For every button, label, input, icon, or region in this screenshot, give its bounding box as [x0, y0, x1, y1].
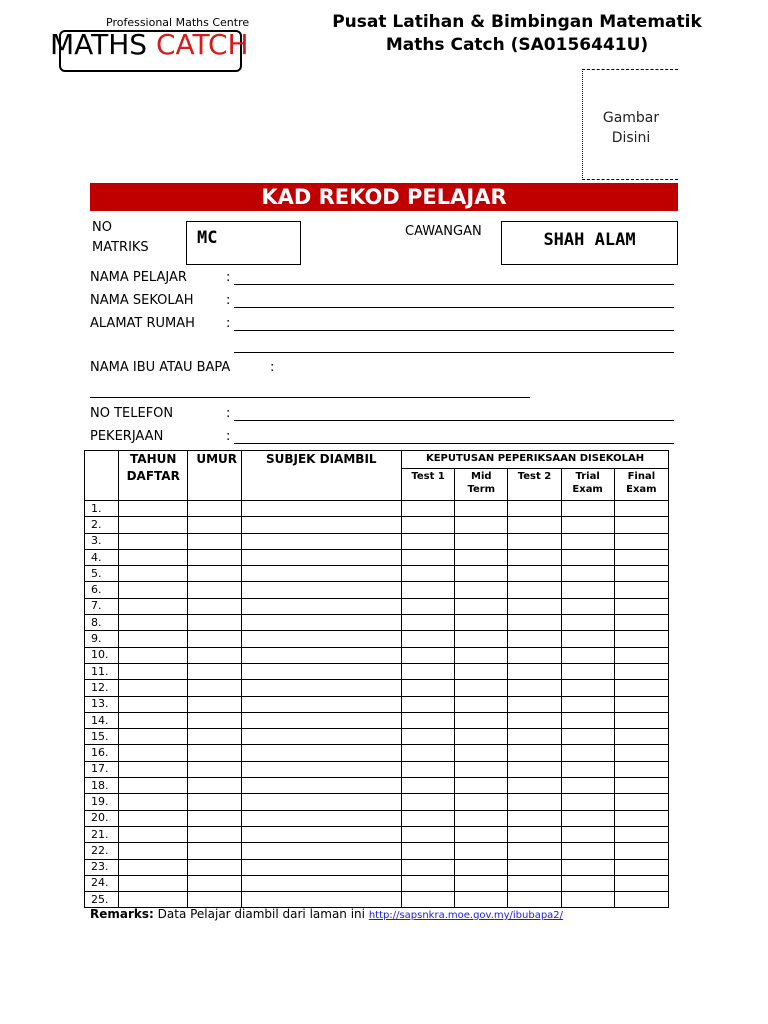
table-cell[interactable] — [119, 647, 188, 663]
table-cell[interactable] — [241, 794, 402, 810]
table-cell[interactable] — [402, 810, 455, 826]
table-row — [85, 663, 669, 679]
table-cell[interactable] — [508, 892, 561, 908]
table-cell[interactable] — [119, 843, 188, 859]
row-number: 18. — [85, 778, 119, 794]
table-cell[interactable] — [614, 875, 668, 891]
header-blank — [85, 451, 119, 501]
row-number: 3. — [85, 533, 119, 549]
table-cell[interactable] — [614, 582, 668, 598]
table-cell[interactable] — [614, 533, 668, 549]
table-row — [85, 712, 669, 728]
logo-tagline: Professional Maths Centre — [106, 16, 250, 29]
table-cell[interactable] — [508, 566, 561, 582]
photo-placeholder — [582, 69, 678, 180]
table-cell[interactable] — [508, 615, 561, 631]
table-cell[interactable] — [508, 533, 561, 549]
table-row — [85, 729, 669, 745]
row-number: 21. — [85, 826, 119, 842]
table-cell[interactable] — [455, 875, 508, 891]
table-row — [85, 892, 669, 908]
table-cell[interactable] — [241, 517, 402, 533]
table-cell[interactable] — [614, 859, 668, 875]
table-row — [85, 794, 669, 810]
table-cell[interactable] — [614, 761, 668, 777]
table-cell[interactable] — [402, 875, 455, 891]
table-cell[interactable] — [508, 761, 561, 777]
table-cell[interactable] — [402, 794, 455, 810]
table-cell[interactable] — [508, 549, 561, 565]
table-cell[interactable] — [188, 680, 241, 696]
table-cell[interactable] — [188, 843, 241, 859]
table-cell[interactable] — [561, 680, 614, 696]
table-cell[interactable] — [188, 549, 241, 565]
table-cell[interactable] — [614, 826, 668, 842]
table-cell[interactable] — [188, 810, 241, 826]
table-cell[interactable] — [402, 533, 455, 549]
table-cell[interactable] — [561, 794, 614, 810]
table-cell[interactable] — [614, 598, 668, 614]
table-row — [85, 549, 669, 565]
table-cell[interactable] — [508, 859, 561, 875]
field-label-pekerjaan: PEKERJAAN — [90, 429, 164, 444]
table-cell[interactable] — [119, 566, 188, 582]
row-number: 15. — [85, 729, 119, 745]
table-cell[interactable] — [119, 859, 188, 875]
table-cell[interactable] — [241, 598, 402, 614]
table-cell[interactable] — [188, 533, 241, 549]
table-cell[interactable] — [614, 892, 668, 908]
table-cell[interactable] — [241, 859, 402, 875]
table-cell[interactable] — [188, 826, 241, 842]
table-cell[interactable] — [188, 631, 241, 647]
table-cell[interactable] — [561, 859, 614, 875]
table-cell[interactable] — [188, 794, 241, 810]
column-header-final: Final Exam — [614, 469, 668, 501]
table-cell[interactable] — [188, 712, 241, 728]
table-cell[interactable] — [402, 501, 455, 517]
table-cell[interactable] — [402, 598, 455, 614]
table-cell[interactable] — [455, 647, 508, 663]
table-cell[interactable] — [241, 892, 402, 908]
photo-text-line1: Gambar — [602, 110, 660, 126]
row-number: 11. — [85, 663, 119, 679]
table-cell[interactable] — [614, 566, 668, 582]
table-cell[interactable] — [188, 778, 241, 794]
table-row — [85, 859, 669, 875]
row-number: 10. — [85, 647, 119, 663]
field-colon: : — [226, 270, 231, 285]
table-cell[interactable] — [188, 729, 241, 745]
table-cell[interactable] — [402, 631, 455, 647]
field-label-alamat-rumah: ALAMAT RUMAH — [90, 316, 195, 331]
table-row — [85, 761, 669, 777]
table-cell[interactable] — [241, 615, 402, 631]
row-number: 14. — [85, 712, 119, 728]
table-cell[interactable] — [508, 729, 561, 745]
table-cell[interactable] — [402, 712, 455, 728]
table-cell[interactable] — [119, 761, 188, 777]
table-cell[interactable] — [561, 631, 614, 647]
table-cell[interactable] — [455, 517, 508, 533]
field-label-no-telefon: NO TELEFON — [90, 406, 174, 421]
table-cell[interactable] — [508, 778, 561, 794]
table-cell[interactable] — [119, 729, 188, 745]
row-number: 13. — [85, 696, 119, 712]
table-cell[interactable] — [561, 598, 614, 614]
column-header-test2: Test 2 — [508, 469, 561, 501]
table-cell[interactable] — [561, 712, 614, 728]
table-cell[interactable] — [561, 778, 614, 794]
table-cell[interactable] — [402, 892, 455, 908]
table-cell[interactable] — [402, 859, 455, 875]
table-row — [85, 501, 669, 517]
table-cell[interactable] — [241, 696, 402, 712]
table-cell[interactable] — [508, 810, 561, 826]
logo — [50, 28, 249, 61]
table-cell[interactable] — [402, 647, 455, 663]
column-header-keputusan: KEPUTUSAN PEPERIKSAAN DISEKOLAH — [402, 451, 669, 469]
table-cell[interactable] — [119, 892, 188, 908]
table-cell[interactable] — [614, 663, 668, 679]
field-line-nama-ibu-bapa[interactable] — [90, 397, 530, 398]
table-row — [85, 843, 669, 859]
table-cell[interactable] — [561, 501, 614, 517]
table-cell[interactable] — [455, 598, 508, 614]
table-cell[interactable] — [188, 761, 241, 777]
field-line-alamat-rumah-2[interactable] — [234, 352, 674, 353]
table-cell[interactable] — [241, 680, 402, 696]
table-cell[interactable] — [241, 761, 402, 777]
table-cell[interactable] — [508, 712, 561, 728]
table-cell[interactable] — [455, 729, 508, 745]
table-cell[interactable] — [508, 745, 561, 761]
table-cell[interactable] — [561, 533, 614, 549]
table-cell[interactable] — [241, 875, 402, 891]
table-cell[interactable] — [188, 647, 241, 663]
table-cell[interactable] — [561, 696, 614, 712]
table-cell[interactable] — [508, 794, 561, 810]
field-colon: : — [226, 293, 231, 308]
matric-number-field[interactable]: MC — [186, 221, 301, 265]
table-cell[interactable] — [455, 680, 508, 696]
table-cell[interactable] — [455, 631, 508, 647]
table-row — [85, 745, 669, 761]
logo-word-catch: CATCH — [155, 28, 249, 61]
row-number: 2. — [85, 517, 119, 533]
field-line-nama-sekolah[interactable] — [234, 307, 674, 308]
table-cell[interactable] — [508, 875, 561, 891]
table-cell[interactable] — [455, 794, 508, 810]
table-cell[interactable] — [241, 549, 402, 565]
table-cell[interactable] — [614, 631, 668, 647]
table-cell[interactable] — [455, 712, 508, 728]
table-cell[interactable] — [455, 501, 508, 517]
table-cell[interactable] — [402, 826, 455, 842]
table-cell[interactable] — [508, 501, 561, 517]
table-cell[interactable] — [561, 892, 614, 908]
table-row — [85, 533, 669, 549]
table-cell[interactable] — [561, 549, 614, 565]
remarks-text: Data Pelajar diambil dari laman ini — [153, 907, 369, 921]
table-cell[interactable] — [119, 663, 188, 679]
table-cell[interactable] — [508, 631, 561, 647]
row-number: 25. — [85, 892, 119, 908]
table-cell[interactable] — [241, 533, 402, 549]
table-cell[interactable] — [455, 745, 508, 761]
table-cell[interactable] — [241, 631, 402, 647]
table-row — [85, 810, 669, 826]
table-cell[interactable] — [241, 566, 402, 582]
table-cell[interactable] — [188, 582, 241, 598]
table-cell[interactable] — [402, 843, 455, 859]
table-cell[interactable] — [561, 582, 614, 598]
branch-field[interactable]: SHAH ALAM — [501, 221, 678, 265]
table-cell[interactable] — [241, 826, 402, 842]
table-cell[interactable] — [561, 875, 614, 891]
row-number: 23. — [85, 859, 119, 875]
photo-text-line2: Disini — [611, 130, 651, 146]
field-label-nama-sekolah: NAMA SEKOLAH — [90, 293, 194, 308]
table-cell[interactable] — [119, 517, 188, 533]
table-cell[interactable] — [561, 663, 614, 679]
table-cell[interactable] — [241, 778, 402, 794]
table-cell[interactable] — [508, 696, 561, 712]
row-number: 1. — [85, 501, 119, 517]
table-cell[interactable] — [508, 826, 561, 842]
table-cell[interactable] — [241, 729, 402, 745]
table-row — [85, 517, 669, 533]
table-cell[interactable] — [241, 712, 402, 728]
remarks-link[interactable]: http://sapsnkra.moe.gov.my/ibubapa2/ — [368, 910, 564, 921]
table-cell[interactable] — [455, 826, 508, 842]
table-cell[interactable] — [188, 615, 241, 631]
table-cell[interactable] — [119, 875, 188, 891]
branch-label: CAWANGAN — [405, 224, 482, 239]
table-row — [85, 778, 669, 794]
remarks-label: Remarks: — [90, 907, 154, 921]
table-cell[interactable] — [188, 875, 241, 891]
table-cell[interactable] — [561, 566, 614, 582]
table-cell[interactable] — [614, 696, 668, 712]
table-cell[interactable] — [561, 615, 614, 631]
table-cell[interactable] — [614, 615, 668, 631]
table-cell[interactable] — [614, 745, 668, 761]
row-number: 4. — [85, 549, 119, 565]
table-row — [85, 875, 669, 891]
table-cell[interactable] — [614, 778, 668, 794]
row-number: 19. — [85, 794, 119, 810]
table-cell[interactable] — [561, 826, 614, 842]
table-cell[interactable] — [241, 582, 402, 598]
field-colon: : — [226, 406, 231, 421]
table-cell[interactable] — [561, 729, 614, 745]
header-subtitle: Maths Catch (SA0156441U) — [385, 35, 649, 55]
table-cell[interactable] — [508, 843, 561, 859]
table-row — [85, 582, 669, 598]
table-cell[interactable] — [455, 615, 508, 631]
table-cell[interactable] — [402, 566, 455, 582]
table-row — [85, 615, 669, 631]
column-header-trial: Trial Exam — [561, 469, 614, 501]
row-number: 7. — [85, 598, 119, 614]
row-number: 20. — [85, 810, 119, 826]
table-cell[interactable] — [508, 598, 561, 614]
table-cell[interactable] — [188, 663, 241, 679]
table-cell[interactable] — [119, 810, 188, 826]
table-row — [85, 826, 669, 842]
table-cell[interactable] — [119, 615, 188, 631]
table-cell[interactable] — [119, 533, 188, 549]
table-cell[interactable] — [508, 517, 561, 533]
table-cell[interactable] — [188, 696, 241, 712]
table-row — [85, 696, 669, 712]
table-cell[interactable] — [402, 517, 455, 533]
table-cell[interactable] — [241, 843, 402, 859]
field-colon: : — [226, 429, 231, 444]
column-header-subjek: SUBJEK DIAMBIL — [241, 451, 402, 501]
table-cell[interactable] — [188, 859, 241, 875]
table-cell[interactable] — [119, 696, 188, 712]
table-cell[interactable] — [508, 680, 561, 696]
table-cell[interactable] — [614, 501, 668, 517]
table-cell[interactable] — [614, 647, 668, 663]
table-cell[interactable] — [119, 712, 188, 728]
table-cell[interactable] — [614, 810, 668, 826]
table-cell[interactable] — [455, 566, 508, 582]
table-cell[interactable] — [241, 810, 402, 826]
page-title-banner: KAD REKOD PELAJAR — [90, 183, 678, 211]
row-number: 5. — [85, 566, 119, 582]
table-cell[interactable] — [188, 745, 241, 761]
table-row — [85, 598, 669, 614]
table-cell[interactable] — [119, 745, 188, 761]
table-cell[interactable] — [119, 598, 188, 614]
column-header-tahun: TAHUN DAFTAR — [119, 451, 188, 501]
header-title: Pusat Latihan & Bimbingan Matematik — [332, 12, 702, 32]
table-cell[interactable] — [241, 501, 402, 517]
table-cell[interactable] — [241, 647, 402, 663]
table-cell[interactable] — [455, 533, 508, 549]
row-number: 12. — [85, 680, 119, 696]
table-cell[interactable] — [402, 582, 455, 598]
table-cell[interactable] — [614, 794, 668, 810]
remarks — [90, 907, 563, 921]
table-cell[interactable] — [188, 598, 241, 614]
row-number: 16. — [85, 745, 119, 761]
table-cell[interactable] — [119, 631, 188, 647]
table-cell[interactable] — [119, 582, 188, 598]
table-cell[interactable] — [402, 778, 455, 794]
table-cell[interactable] — [402, 680, 455, 696]
column-header-test1: Test 1 — [402, 469, 455, 501]
table-cell[interactable] — [402, 696, 455, 712]
table-row — [85, 566, 669, 582]
table-cell[interactable] — [119, 826, 188, 842]
row-number: 22. — [85, 843, 119, 859]
field-line-no-telefon[interactable] — [234, 420, 674, 421]
field-label-nama-pelajar: NAMA PELAJAR — [90, 270, 187, 285]
table-cell[interactable] — [402, 745, 455, 761]
field-line-nama-pelajar[interactable] — [234, 284, 674, 285]
table-cell[interactable] — [508, 647, 561, 663]
table-cell[interactable] — [188, 892, 241, 908]
table-cell[interactable] — [402, 663, 455, 679]
row-number: 8. — [85, 615, 119, 631]
table-cell[interactable] — [455, 843, 508, 859]
table-cell[interactable] — [402, 549, 455, 565]
table-row — [85, 647, 669, 663]
table-cell[interactable] — [614, 712, 668, 728]
record-table — [84, 450, 669, 908]
table-cell[interactable] — [188, 501, 241, 517]
table-cell[interactable] — [614, 729, 668, 745]
table-cell[interactable] — [241, 663, 402, 679]
table-cell[interactable] — [614, 843, 668, 859]
table-cell[interactable] — [561, 810, 614, 826]
table-cell[interactable] — [614, 680, 668, 696]
table-cell[interactable] — [508, 582, 561, 598]
field-colon: : — [226, 316, 231, 331]
table-cell[interactable] — [119, 501, 188, 517]
table-cell[interactable] — [561, 517, 614, 533]
table-cell[interactable] — [188, 566, 241, 582]
table-cell[interactable] — [614, 549, 668, 565]
table-cell[interactable] — [455, 778, 508, 794]
table-cell[interactable] — [119, 778, 188, 794]
logo-word-maths: MATHS — [50, 28, 156, 61]
table-cell[interactable] — [455, 696, 508, 712]
table-cell[interactable] — [561, 761, 614, 777]
table-cell[interactable] — [455, 582, 508, 598]
table-cell[interactable] — [455, 663, 508, 679]
row-number: 17. — [85, 761, 119, 777]
table-cell[interactable] — [455, 761, 508, 777]
table-cell[interactable] — [402, 761, 455, 777]
table-cell[interactable] — [455, 810, 508, 826]
table-cell[interactable] — [455, 859, 508, 875]
table-cell[interactable] — [402, 729, 455, 745]
table-cell[interactable] — [119, 680, 188, 696]
field-line-alamat-rumah[interactable] — [234, 330, 674, 331]
table-cell[interactable] — [188, 517, 241, 533]
table-cell[interactable] — [241, 745, 402, 761]
table-cell[interactable] — [455, 549, 508, 565]
column-header-midterm: Mid Term — [455, 469, 508, 501]
column-header-umur: UMUR — [188, 451, 241, 501]
table-cell[interactable] — [119, 549, 188, 565]
row-number: 6. — [85, 582, 119, 598]
table-cell[interactable] — [508, 663, 561, 679]
row-number: 9. — [85, 631, 119, 647]
table-row — [85, 631, 669, 647]
table-cell[interactable] — [561, 843, 614, 859]
table-cell[interactable] — [119, 794, 188, 810]
field-line-pekerjaan[interactable] — [234, 443, 674, 444]
field-colon: : — [270, 360, 275, 375]
table-cell[interactable] — [455, 892, 508, 908]
table-cell[interactable] — [561, 647, 614, 663]
field-label-nama-ibu-bapa: NAMA IBU ATAU BAPA — [90, 360, 231, 375]
row-number: 24. — [85, 875, 119, 891]
table-row — [85, 680, 669, 696]
table-cell[interactable] — [402, 615, 455, 631]
table-cell[interactable] — [561, 745, 614, 761]
matric-label: NO MATRIKS — [92, 220, 149, 255]
table-cell[interactable] — [614, 517, 668, 533]
